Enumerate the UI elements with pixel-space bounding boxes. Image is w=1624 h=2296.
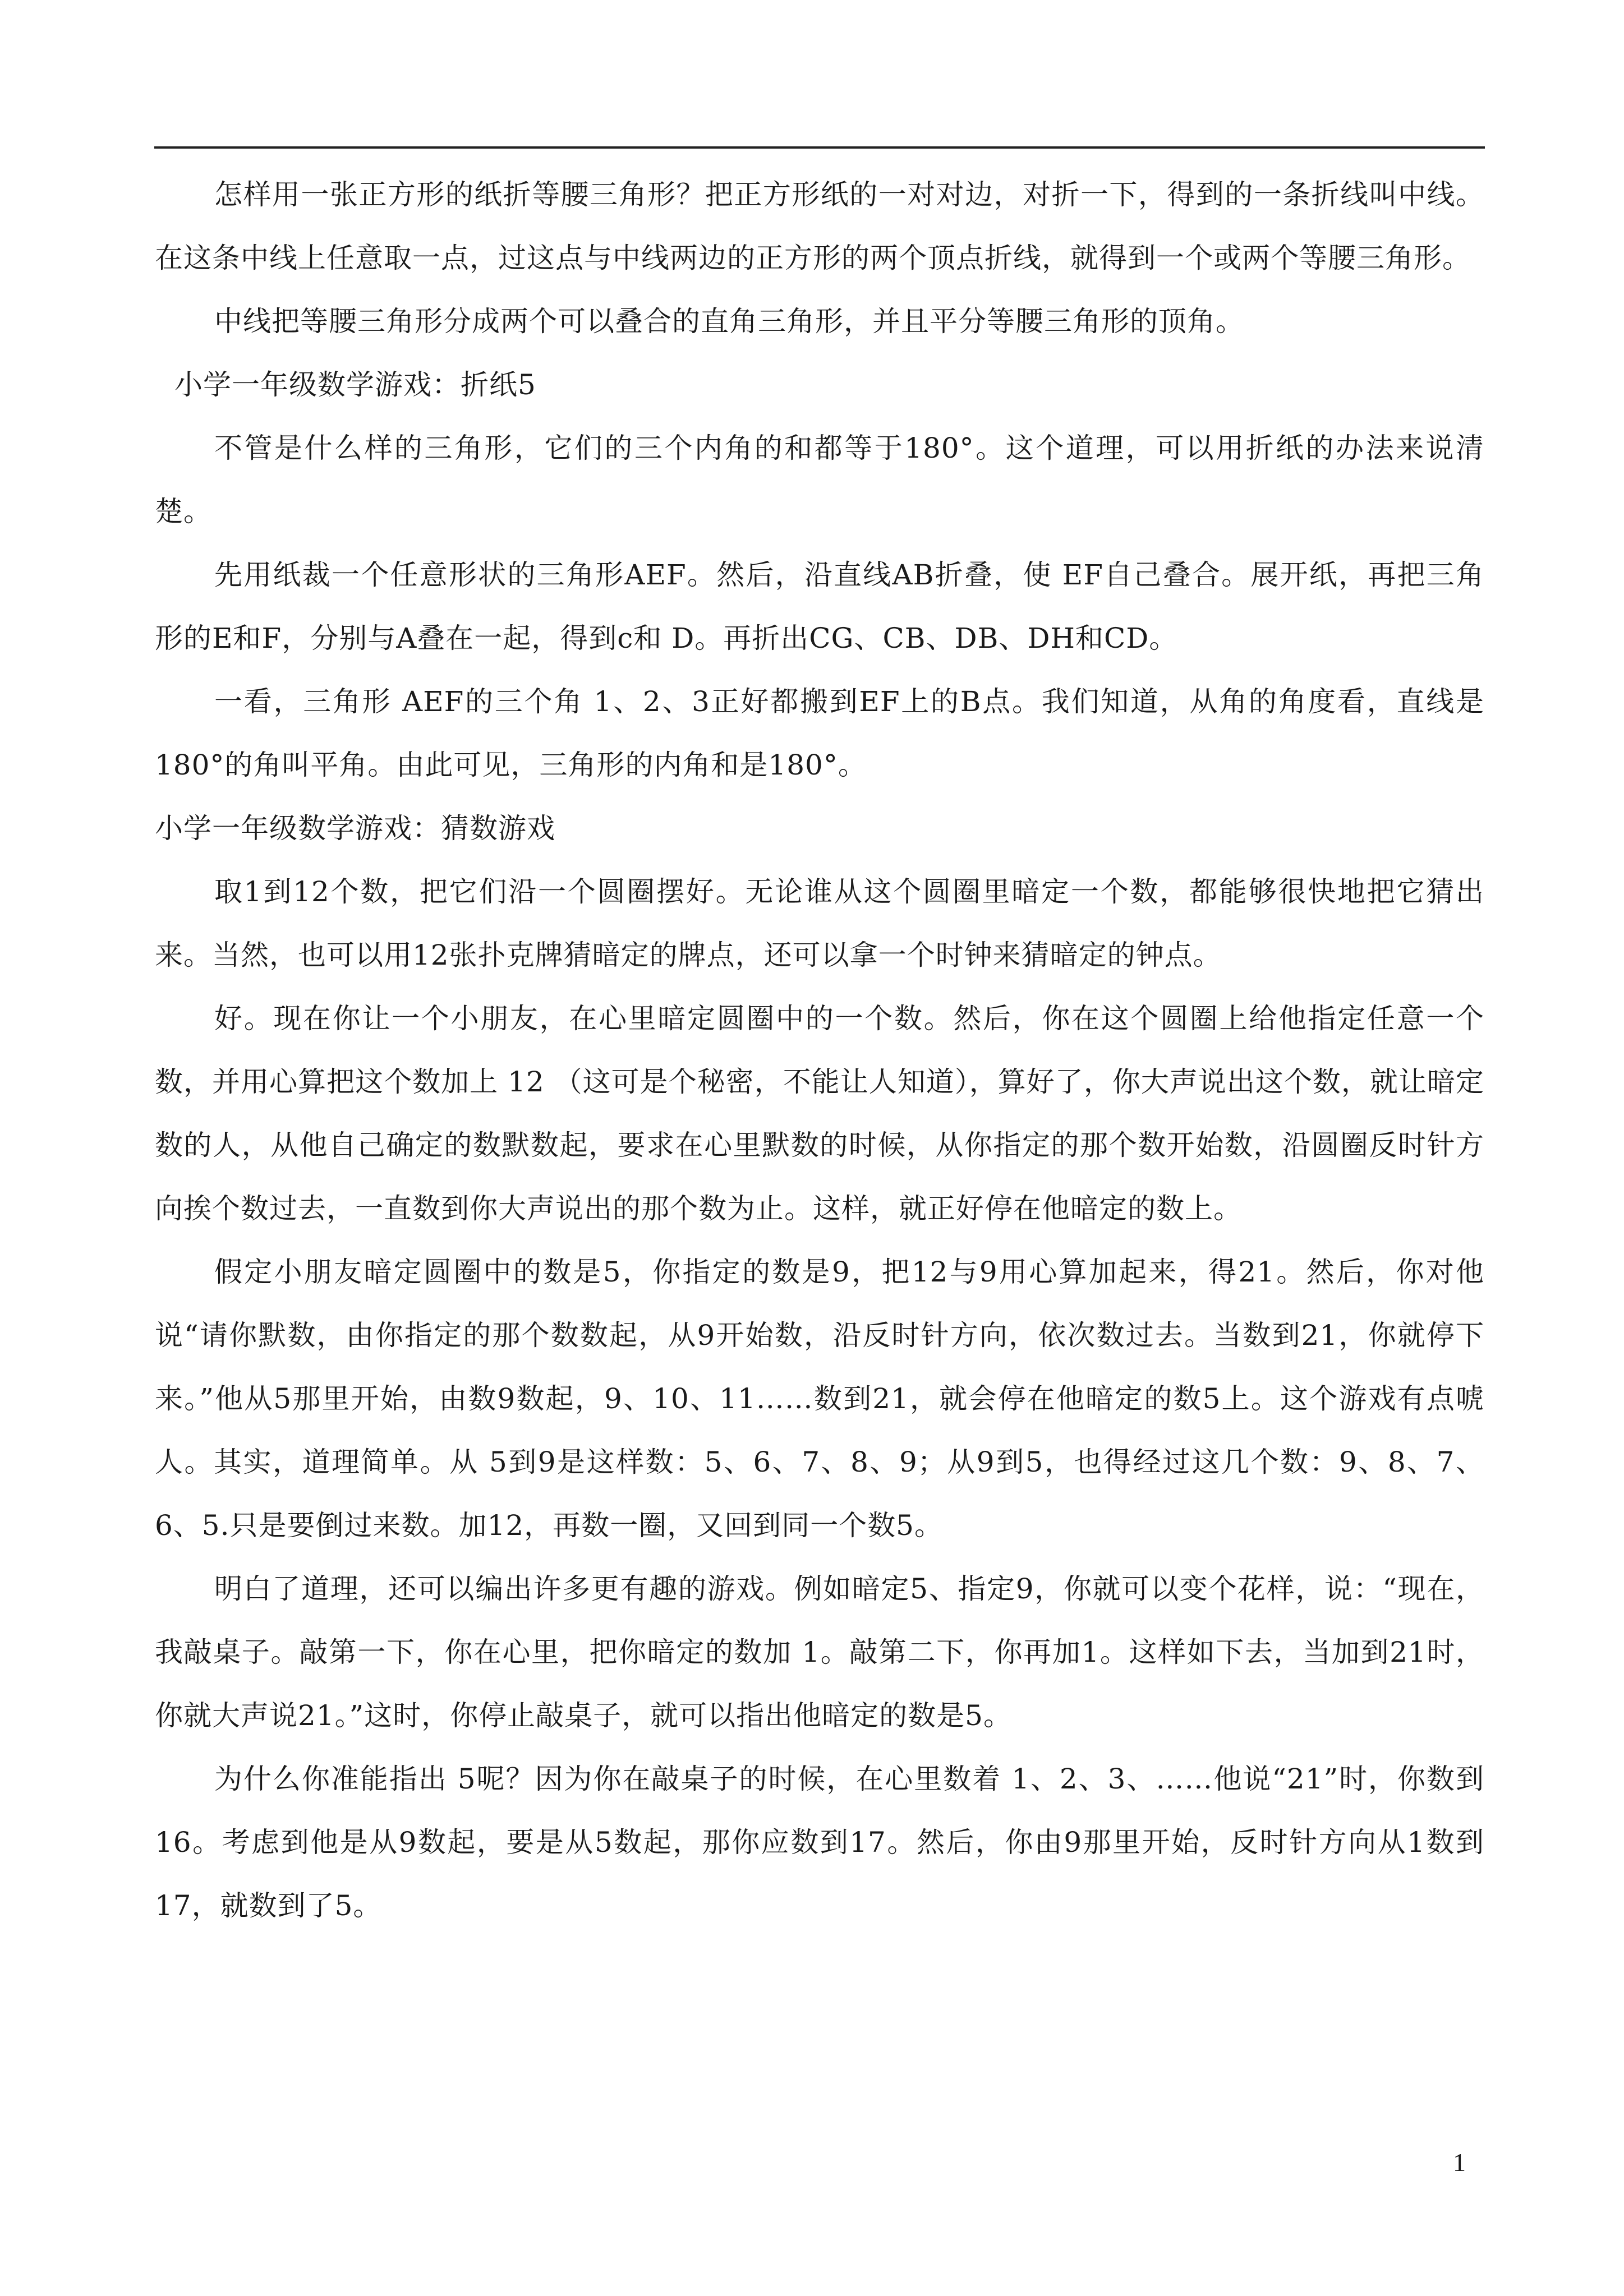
paragraph: 中线把等腰三角形分成两个可以叠合的直角三角形，并且平分等腰三角形的顶角。 bbox=[214, 305, 1244, 338]
section-heading: 小学一年级数学游戏：猜数游戏 bbox=[155, 812, 555, 845]
paragraph: 好。现在你让一个小朋友，在心里暗定圆圈中的一个数。然后，你在这个圆圈上给他指定任意一个数，并用心算把这个数加上 12 （这可是个秘密，不能让人知道），算好了，你大声说出这个数，就让暗定数的人，从他自己确定的数默数起，要求在心里默数的时候，从你指定的那个数开始数，沿圆圈反时针方向挨个数过去，一直数到你大声说出的那个数为止。这样，就正好停在他暗定的数上。 bbox=[155, 1002, 1484, 1225]
paragraph: 假定小朋友暗定圆圈中的数是5，你指定的数是9，把12与9用心算加起来，得21。然后，你对他说“请你默数，由你指定的那个数数起，从9开始数，沿反时针方向，依次数过去。当数到21，你就停下来。”他从5那里开始，由数9数起，9、10、11……数到21，就会停在他暗定的数5上。这个游戏有点唬人。其实，道理简单。从 5到9是这样数：5、6、7、8、9；从9到5，也得经过这几个数：9、8、7、6、5.只是要倒过来数。加12，再数一圈，又回到同一个数5。 bbox=[155, 1256, 1484, 1542]
paragraph: 明白了道理，还可以编出许多更有趣的游戏。例如暗定5、指定9，你就可以变个花样，说：“现在，我敲桌子。敲第一下，你在心里，把你暗定的数加 1。敲第二下，你再加1。这样如下去，当加到21时，你就大声说21。”这时，你停止敲桌子，就可以指出他暗定的数是5。 bbox=[155, 1573, 1484, 1732]
paragraph: 取1到12个数，把它们沿一个圆圈摆好。无论谁从这个圆圈里暗定一个数，都能够很快地把它猜出来。当然，也可以用12张扑克牌猜暗定的牌点，还可以拿一个时钟来猜暗定的钟点。 bbox=[155, 875, 1484, 971]
paragraph: 怎样用一张正方形的纸折等腰三角形？把正方形纸的一对对边，对折一下，得到的一条折线叫中线。在这条中线上任意取一点，过这点与中线两边的正方形的两个顶点折线，就得到一个或两个等腰三角形。 bbox=[155, 178, 1484, 274]
paragraph: 一看，三角形 AEF的三个角 1、2、3正好都搬到EF上的B点。我们知道，从角的角度看，直线是180°的角叫平角。由此可见，三角形的内角和是180°。 bbox=[155, 685, 1484, 781]
header-rule bbox=[154, 146, 1485, 149]
paragraph: 先用纸裁一个任意形状的三角形AEF。然后，沿直线AB折叠，使 EF自己叠合。展开纸，再把三角形的E和F，分别与A叠在一起，得到c和 D。再折出CG、CB、DB、DH和CD。 bbox=[155, 559, 1485, 654]
page-number: 1 bbox=[1453, 2148, 1466, 2177]
paragraph: 不管是什么样的三角形，它们的三个内角的和都等于180°。这个道理，可以用折纸的办法来说清楚。 bbox=[155, 432, 1484, 528]
section-heading: 小学一年级数学游戏：折纸5 bbox=[174, 368, 536, 401]
paragraph: 为什么你准能指出 5呢？因为你在敲桌子的时候，在心里数着 1、2、3、……他说“21”时，你数到16。考虑到他是从9数起，要是从5数起，那你应数到17。然后，你由9那里开始，反时针方向从1数到17，就数到了5。 bbox=[155, 1763, 1484, 1922]
document-body bbox=[155, 163, 1484, 1938]
